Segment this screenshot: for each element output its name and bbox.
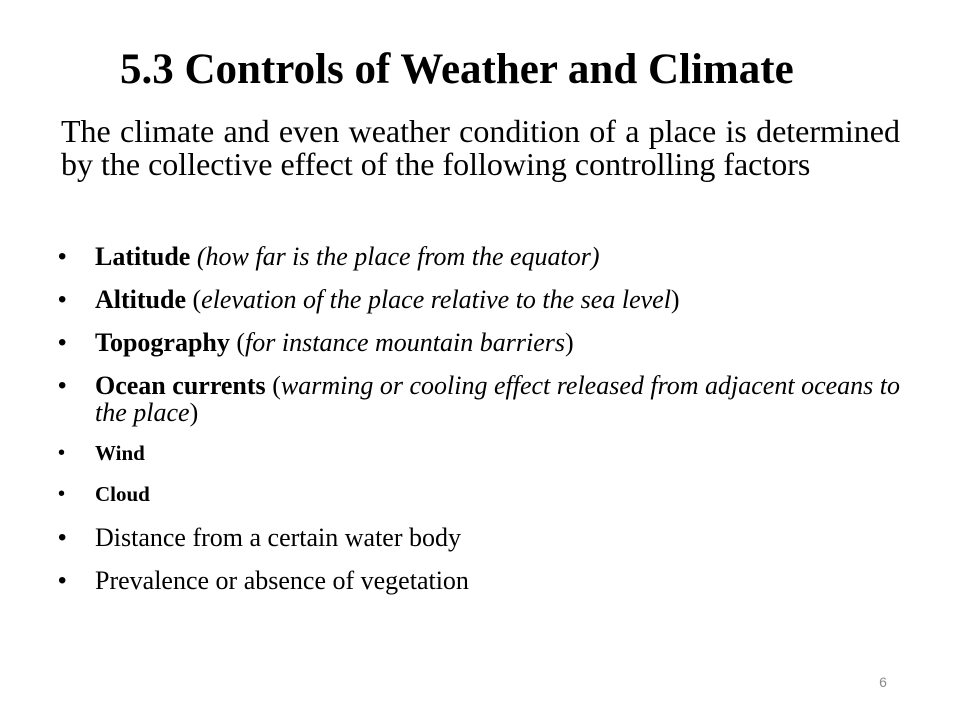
factor-term: Altitude (95, 285, 186, 314)
close-paren: ) (670, 285, 680, 314)
factor-detail: (how far is the place from the equator) (196, 242, 600, 271)
bullet-icon: • (58, 524, 67, 551)
list-item-ocean-currents (58, 372, 900, 426)
slide-title: 5.3 Controls of Weather and Climate (120, 46, 794, 93)
list-item-distance (58, 524, 900, 551)
factor-text: Distance from a certain water body (95, 523, 462, 552)
bullet-icon: • (58, 442, 66, 464)
list-item-altitude (58, 286, 900, 313)
bullet-icon: • (58, 243, 67, 270)
factor-term: Cloud (95, 482, 150, 506)
list-item-cloud (58, 483, 900, 505)
open-paren: ( (236, 328, 246, 357)
factor-term: Latitude (95, 242, 191, 271)
factor-term: Ocean currents (95, 371, 266, 400)
factor-term: Wind (95, 441, 145, 465)
open-paren: ( (192, 285, 202, 314)
list-item-vegetation (58, 567, 900, 594)
factor-detail: warming or cooling effect released from adjacent oceans to the place (95, 371, 901, 427)
bullet-icon: • (58, 372, 67, 399)
close-paren: ) (189, 398, 199, 427)
intro-paragraph: The climate and even weather condition of a place is determined by the collective effect of the following controlling factors (61, 113, 900, 182)
close-paren: ) (565, 328, 574, 357)
list-item-wind (58, 442, 900, 464)
page-number: 6 (879, 674, 887, 690)
open-paren: ( (272, 371, 281, 400)
factor-detail: elevation of the place relative to the sea level (201, 285, 671, 314)
bullet-icon: • (58, 483, 66, 505)
bullet-icon: • (58, 286, 67, 313)
factor-list (58, 243, 900, 610)
factor-detail: for instance mountain barriers (245, 328, 565, 357)
bullet-icon: • (58, 329, 67, 356)
factor-term: Topography (95, 328, 230, 357)
list-item-topography (58, 329, 900, 356)
list-item-latitude (58, 243, 900, 270)
bullet-icon: • (58, 567, 67, 594)
factor-text: Prevalence or absence of vegetation (95, 566, 469, 595)
